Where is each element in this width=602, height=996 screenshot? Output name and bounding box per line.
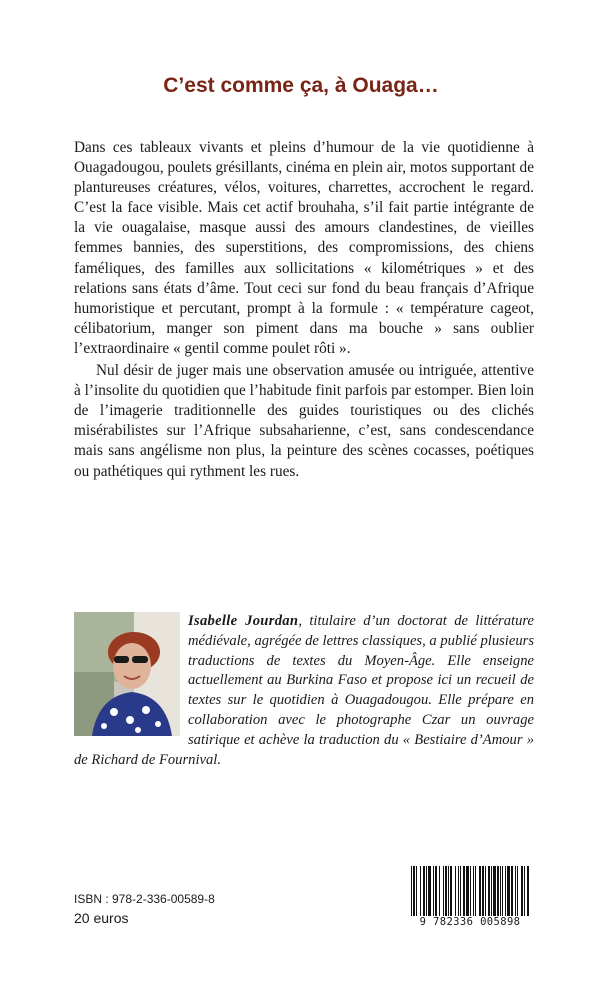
book-title: C’est comme ça, à Ouaga… <box>163 74 439 97</box>
author-bio: , titulaire d’un doctorat de littérature médiévale, agrégée de lettres classiques, a publié plusieurs traductions de textes du Moyen-Âge. Elle enseigne actuellement au Burkina Faso et propose ici un recueil de textes sur le quotidien à Ouagadougou. Elle prépare en collaboration avec le photographe Czar un ouvrage satirique et achève la traduction du « Bestiaire d’Amour » de Richard de Fournival. <box>74 613 534 768</box>
blurb-paragraph: Dans ces tableaux vivants et pleins d’humour de la vie quotidienne à Ouagadougou, poulets grésillants, cinéma en plein air, motos supportant de plantureuses créatures, vélos, voitures, charrettes, accrochent le regard. C’est la face visible. Mais cet actif brouhaha, s’il fait partie intégrante de la vie ouagalaise, masque aussi des amours clandestines, de vieilles femmes bannies, des superstitions, des compromissions, des chiens faméliques, des familles aux sollicitations « kilométriques » et des relations sans états d’âme. Tout ceci sur fond du beau français d’Afrique humoristique et percutant, prompt à la formule : « température cageot, célibatorium, manger son piment dans ma bouche » sans oublier l’extraordinaire « gentil comme poulet rôti ». <box>74 139 534 357</box>
price: 20 euros <box>74 910 129 926</box>
author-name: Isabelle Jourdan <box>188 613 299 629</box>
author-bio-block <box>74 612 534 770</box>
author-photo <box>74 612 180 736</box>
blurb-paragraph: Nul désir de juger mais une observation amusée ou intriguée, attentive à l’insolite du quotidien que l’habitude finit parfois par estomper. Bien loin de l’imagerie traditionnelle des guides touristiques ou des clichés misérabilistes sur l’Afrique subsaharienne, c’est, sans condescendance mais sans angélisme non plus, la peinture des scènes cocasses, poétiques ou pathétiques qui rythment les rues. <box>74 362 534 480</box>
back-cover-blurb <box>74 138 534 482</box>
isbn: ISBN : 978-2-336-00589-8 <box>74 892 215 906</box>
barcode-digits: 9 782336 005898 <box>410 916 530 928</box>
